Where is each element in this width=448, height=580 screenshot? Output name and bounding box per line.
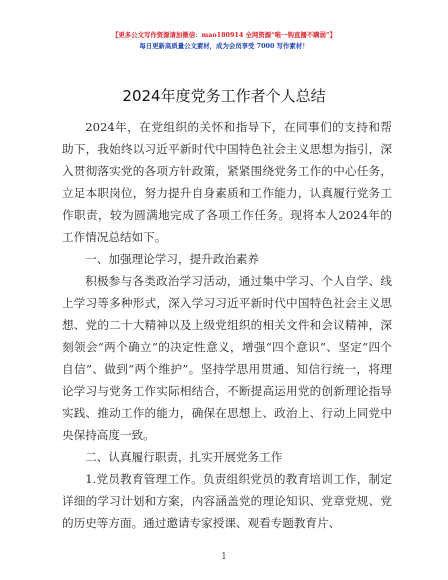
section-heading-1: 一、加强理论学习，提升政治素养 <box>85 252 260 266</box>
intro-paragraph: 2024年，在党组织的关怀和指导下，在同事们的支持和帮助下，我始终以习近平新时代中国特色社会主义思想为指引，深入贯彻落实党的各项方针政策，紧紧围绕党务工作的中心任务，立足本职岗位，努力提升自身素质和工作能力，认真履行党务工作职责，较为圆满地完成了各项工作任务。现将本人2024年的工作情况总结如下。 <box>62 120 392 244</box>
section-1-paragraph: 积极参与各类政治学习活动，通过集中学习、个人自学、线上学习等多种形式，深入学习习近平新时代中国特色社会主义思想、党的二十大精神以及上级党组织的相关文件和会议精神，深刻领会“两个确立”的决定性意义，增强“四个意识”、坚定“四个自信”、做到“两个维护”。坚持学思用贯通、知信行统一，将理论学习与党务工作实际相结合，不断提高运用党的创新理论指导实践、推动工作的能力，确保在思想上、政治上、行动上同党中央保持高度一致。 <box>62 274 392 442</box>
document-title: 2024年度党务工作者个人总结 <box>122 87 326 105</box>
section-heading-2: 二、认真履行职责，扎实开展党务工作 <box>85 450 283 464</box>
promo-banner <box>0 30 448 52</box>
document-body <box>62 116 392 534</box>
promo-banner-line-1: 【更多公文写作资源请加微信：mao180914 全网资源“唯一钩直播不瞒弱”】 <box>112 31 336 39</box>
page-number: 1 <box>221 552 227 562</box>
promo-banner-line-2: 每日更新高质量公文素材，成为会员享受 7000 写作素材！ <box>139 42 309 50</box>
section-2-paragraph: 1.党员教育管理工作。负责组织党员的教育培训工作，制定详细的学习计划和方案，内容涵盖党的理论知识、党章党规、党的历史等方面。通过邀请专家授课、观看专题教育片、 <box>62 472 392 530</box>
